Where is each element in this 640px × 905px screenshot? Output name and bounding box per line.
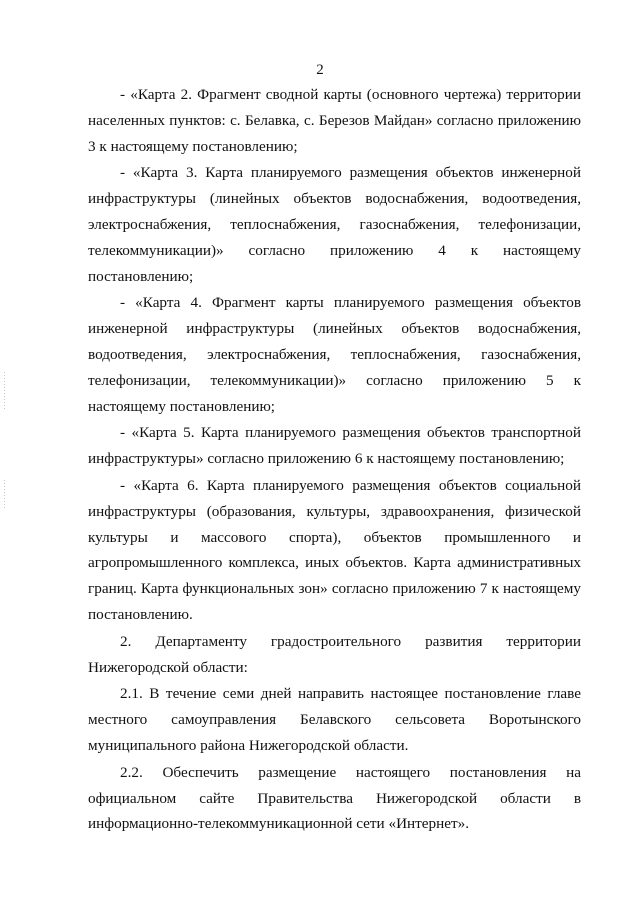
paragraph-item-2-2: 2.2. Обеспечить размещение настоящего постановления на официальном сайте Правительства Нижегородской области в информационно-телекоммуникационной сети «Интернет». [88, 763, 581, 833]
document-body [88, 82, 581, 837]
paragraph-item-2: 2. Департаменту градостроительного развития территории Нижегородской области: [88, 632, 581, 676]
paragraph-map-2: - «Карта 2. Фрагмент сводной карты (основного чертежа) территории населенных пунктов: с. Белавка, с. Березов Майдан» согласно приложению 3 к настоящему постановлению; [88, 86, 581, 155]
paragraph-map-5: - «Карта 5. Карта планируемого размещения объектов транспортной инфраструктуры» согласно приложению 6 к настоящему постановлению; [88, 424, 581, 468]
paragraph-map-6: - «Карта 6. Карта планируемого размещения объектов социальной инфраструктуры (образования, культуры, здравоохранения, физической культуры и массового спорта), объектов промышленного и агропромышленного комплекса, иных объектов. Карта административных границ. Карта функциональных зон» согласно приложению 7 к настоящему постановлению. [88, 476, 581, 623]
paragraph-map-4: - «Карта 4. Фрагмент карты планируемого размещения объектов инженерной инфраструктуры (линейных объектов водоснабжения, водоотведения, электроснабжения, теплоснабжения, газоснабжения, телефонизации, телекоммуникации)» согласно приложению 5 к настоящему постановлению; [88, 294, 581, 415]
paragraph-item-2-1: 2.1. В течение семи дней направить настоящее постановление главе местного самоуправления Белавского сельсовета Воротынского муниципального района Нижегородской области. [88, 685, 581, 754]
scan-margin-mark [4, 480, 5, 510]
page-number: 2 [316, 62, 324, 78]
scan-margin-mark [4, 372, 5, 410]
paragraph-map-3: - «Карта 3. Карта планируемого размещения объектов инженерной инфраструктуры (линейных объектов водоснабжения, водоотведения, электроснабжения, теплоснабжения, газоснабжения, телефонизации, телекоммуникации)» согласно приложению 4 к настоящему постановлению; [88, 164, 581, 285]
